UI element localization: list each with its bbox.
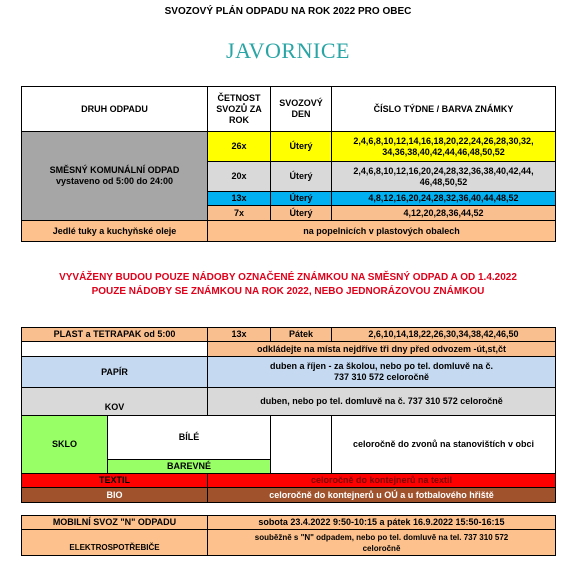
weeks-20x: 2,4,6,8,10,12,16,20,24,28,32,36,38,40,42,44, 46,48,50,52	[331, 161, 556, 192]
plast-frequency: 13x	[207, 327, 271, 342]
day-20x: Úterý	[270, 161, 332, 192]
freq-13x: 13x	[207, 191, 271, 206]
weeks-26x: 2,4,6,8,10,12,14,16,18,20,22,24,26,28,30,32, 34,36,38,40,42,44,46,48,50,52	[331, 131, 556, 162]
header-weeks: ČÍSLO TÝDNE / BARVA ZNÁMKY	[331, 86, 556, 132]
page-title: SVOZOVÝ PLÁN ODPADU NA ROK 2022 PRO OBEC	[164, 6, 412, 17]
weeks-13x: 4,8,12,16,20,24,28,32,36,40,44,48,52	[331, 191, 556, 206]
header-frequency: ČETNOST SVOZŮ ZA ROK	[207, 86, 271, 132]
mixed-waste-hours: vystaveno od 5:00 do 24:00	[55, 176, 174, 186]
freq-20x: 20x	[207, 161, 271, 192]
day-13x: Úterý	[270, 191, 332, 206]
plast-weeks: 2,6,10,14,18,22,26,30,34,38,42,46,50	[331, 327, 556, 342]
oils-note: na popelnicích v plastových obalech	[207, 220, 556, 242]
sklo-white: BÍLÉ	[107, 415, 271, 460]
freq-7x: 7x	[207, 205, 271, 221]
kov-note: duben, nebo po tel. domluvě na č. 737 310 572 celoročně	[207, 387, 556, 416]
day-26x: Úterý	[270, 131, 332, 162]
day-7x: Úterý	[270, 205, 332, 221]
bio-note: celoročně do kontejnerů u OÚ a u fotbalového hřiště	[207, 487, 556, 503]
header-type: DRUH ODPADU	[21, 86, 208, 132]
notice-line-1: VYVÁŽENY BUDOU POUZE NÁDOBY OZNAČENÉ ZNÁMKOU NA SMĚSNÝ ODPAD A OD 1.4.2022	[59, 272, 517, 283]
weeks-7x: 4,12,20,28,36,44,52	[331, 205, 556, 221]
mobile-label: MOBILNÍ SVOZ "N" ODPADU	[21, 515, 208, 530]
bio-label: BIO	[21, 487, 208, 503]
oils-label: Jedlé tuky a kuchyňské oleje	[21, 220, 208, 242]
plast-label: PLAST a TETRAPAK od 5:00	[21, 327, 208, 342]
sklo-note: celoročně do zvonů na stanovištích v obci	[331, 415, 556, 474]
electro-note: souběžně s "N" odpadem, nebo po tel. domluvě na tel. 737 310 572 celoročně	[207, 529, 556, 556]
sklo-label: SKLO	[21, 415, 108, 474]
papir-note: duben a říjen - za školou, nebo po tel. domluvě na č. 737 310 572 celoročně	[207, 356, 556, 388]
freq-26x: 26x	[207, 131, 271, 162]
village-name: JAVORNICE	[226, 38, 350, 63]
plast-day: Pátek	[270, 327, 332, 342]
notice-line-2: POUZE NÁDOBY SE ZNÁMKOU NA ROK 2022, NEBO JEDNORÁZOVOU ZNÁMKOU	[91, 286, 485, 297]
plast-spacer	[21, 341, 208, 357]
kov-label: KOV	[21, 387, 208, 416]
mobile-dates: sobota 23.4.2022 9:50-10:15 a pátek 16.9.2022 15:50-16:15	[207, 515, 556, 530]
textil-note: celoročně do kontejnerů na textil	[207, 473, 556, 488]
sklo-colored: BAREVNÉ	[107, 459, 271, 474]
papir-label: PAPÍR	[21, 356, 208, 388]
electro-label: ELEKTROSPOTŘEBIČE	[21, 529, 208, 556]
textil-label: TEXTIL	[21, 473, 208, 488]
header-day: SVOZOVÝ DEN	[270, 86, 332, 132]
sklo-empty-cell	[270, 415, 332, 474]
plast-note: odkládejte na místa nejdříve tři dny před odvozem -út,st,čt	[207, 341, 556, 357]
mixed-waste-label	[21, 131, 208, 221]
mixed-waste-title: SMĚSNÝ KOMUNÁLNÍ ODPAD	[49, 165, 180, 175]
